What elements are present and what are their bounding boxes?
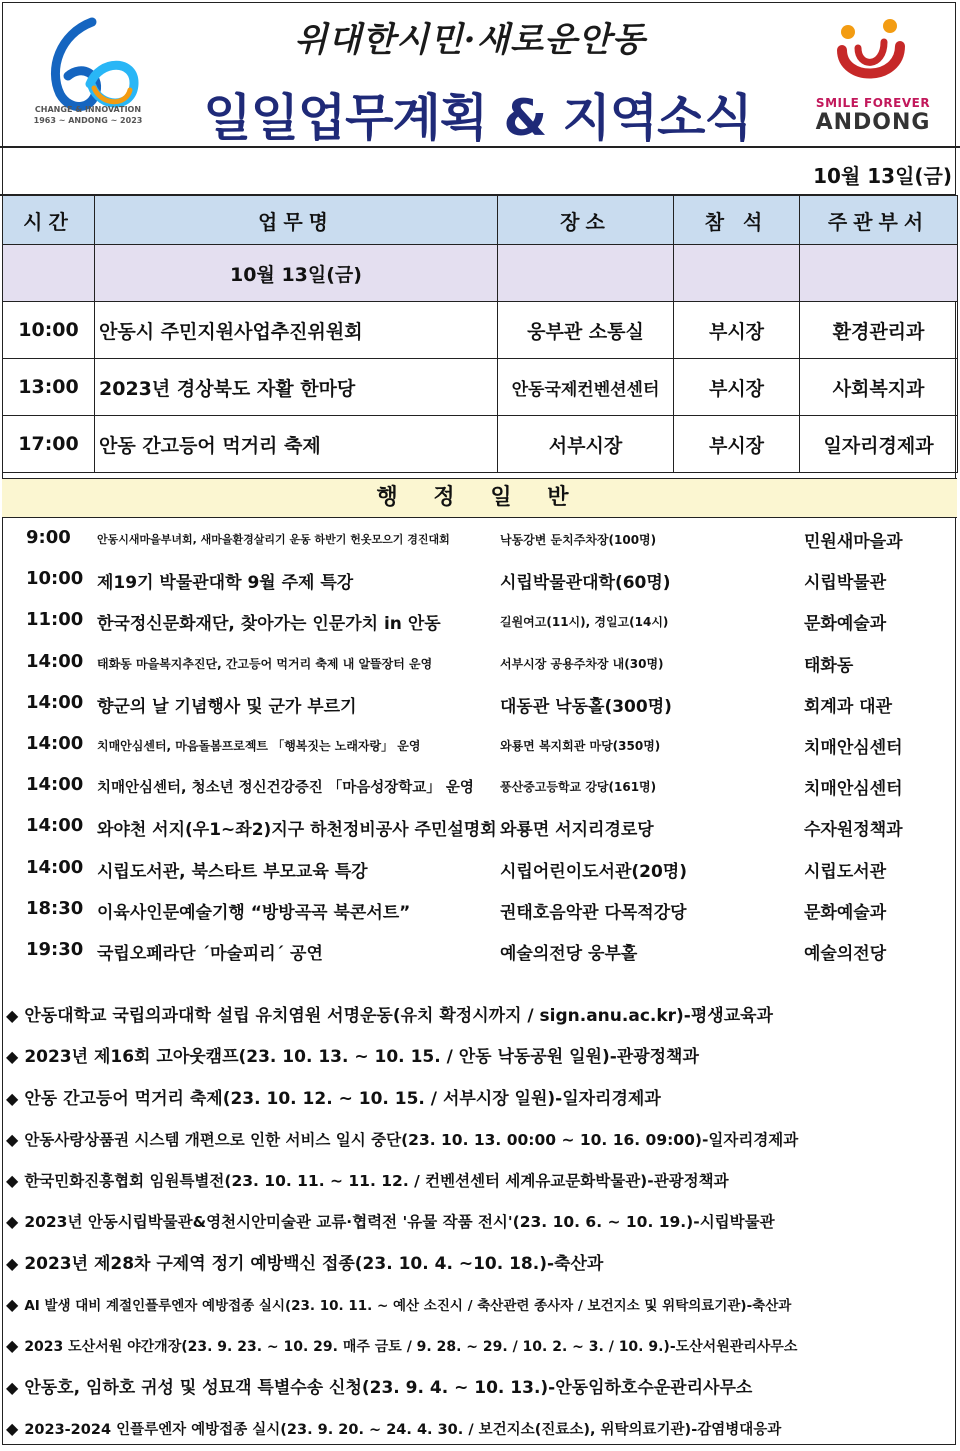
item-task: 제19기 박물관대학 9월 주제 특강 [97, 573, 354, 594]
item-task: 이육사인문예술기행 “방방곡곡 북콘서트” [97, 902, 411, 923]
item-time: 10:00 [26, 568, 84, 590]
item-place: 시립어린이도서관(20명) [500, 861, 687, 882]
city-slogan: 위대한시민·새로운안동 [294, 20, 646, 60]
item-dept: 시립박물관 [804, 573, 887, 594]
notice-item [6, 1367, 956, 1408]
item-time: 11:00 [26, 609, 84, 631]
page-title: 일일업무계획 & 지역소식 [203, 89, 752, 147]
item-time: 14:00 [26, 732, 84, 754]
brand-name: ANDONG [815, 110, 931, 135]
list-item [0, 518, 956, 559]
item-place: 예술의전당 웅부홀 [500, 943, 638, 964]
row-dept: 사회복지과 [800, 359, 958, 416]
row-dept: 일자리경제과 [800, 416, 958, 473]
schedule-date-row [3, 245, 958, 302]
schedule-date: 10월 13일(금) [95, 245, 498, 302]
row-time: 17:00 [3, 416, 95, 473]
item-time: 18:30 [26, 897, 84, 919]
item-place: 와룡면 복지회관 마당(350명) [500, 738, 661, 753]
notice-item [6, 1036, 956, 1077]
notice-text: 2023-2024 인플루엔자 예방접종 실시(23. 9. 20. ~ 24. 4. 30. / 보건지소(진료소), 위탁의료기관)-감염병대응과 [24, 1421, 782, 1438]
notice-text: 안동사랑상품권 시스템 개편으로 인한 서비스 일시 중단(23. 10. 13. 00:00 ~ 10. 16. 09:00)-일자리경제과 [24, 1130, 799, 1149]
notice-text: 안동 간고등어 먹거리 축제(23. 10. 12. ~ 10. 15. / 서부시장 일원)-일자리경제과 [24, 1088, 661, 1109]
list-item [0, 683, 956, 724]
diamond-bullet-icon: ◆ [6, 1088, 19, 1108]
notice-text: 2023년 제16회 고아웃캠프(23. 10. 13. ~ 10. 15. / 안동 낙동공원 일원)-관광정책과 [24, 1047, 699, 1068]
notice-item [6, 1243, 956, 1284]
notice-item [6, 1119, 956, 1160]
notice-text: 2023년 제28차 구제역 정기 예방백신 접종(23. 10. 4. ~10. 18.)-축산과 [24, 1253, 604, 1274]
list-item [0, 559, 956, 600]
row-task: 안동 간고등어 먹거리 축제 [95, 416, 498, 473]
date-row-empty [3, 245, 95, 302]
andong-brand-text [806, 96, 940, 135]
table-row [3, 359, 958, 416]
notice-text: 안동대학교 국립의과대학 설립 유치염원 서명운동(유치 확정시까지 / sign.anu.ac.kr)-평생교육과 [24, 1006, 773, 1026]
item-task: 태화동 마을복지추진단, 간고등어 먹거리 축제 내 알뜰장터 운영 [97, 656, 433, 671]
item-time: 14:00 [26, 815, 84, 837]
diamond-bullet-icon: ◆ [6, 1212, 19, 1232]
report-date: 10월 13일(금) [813, 164, 952, 188]
diamond-bullet-icon: ◆ [6, 1047, 19, 1067]
row-place: 서부시장 [498, 416, 674, 473]
list-item [0, 930, 956, 971]
row-task: 2023년 경상북도 자활 한마당 [95, 359, 498, 416]
item-time: 14:00 [26, 774, 84, 796]
notice-item [6, 1160, 956, 1201]
item-time: 14:00 [26, 691, 84, 713]
row-place: 안동국제컨벤션센터 [498, 359, 674, 416]
item-task: 치매안심센터, 마음돌봄프로젝트 「행복짓는 노래자랑」 운영 [97, 738, 421, 753]
notice-list [6, 995, 956, 1449]
anniversary-logo-caption [18, 104, 158, 126]
schedule-header-row [3, 196, 958, 245]
list-item [0, 848, 956, 889]
item-dept: 민원새마을과 [804, 532, 903, 552]
item-place: 와룡면 서지리경로당 [500, 820, 654, 841]
table-row [3, 302, 958, 359]
item-dept: 치매안심센터 [804, 737, 903, 758]
item-task: 와야천 서지(우1~좌2)지구 하천정비공사 주민설명회 [97, 820, 497, 841]
item-place: 풍산중고등학교 강당(161명) [500, 780, 657, 795]
item-task: 시립도서관, 북스타트 부모교육 특강 [97, 861, 368, 882]
diamond-bullet-icon: ◆ [6, 1336, 19, 1356]
list-item [0, 765, 956, 806]
item-time: 14:00 [26, 856, 84, 878]
list-item [0, 806, 956, 847]
smile-andong-logo-icon [828, 12, 914, 92]
item-dept: 예술의전당 [804, 943, 887, 964]
row-attend: 부시장 [674, 302, 800, 359]
diamond-bullet-icon: ◆ [6, 1006, 19, 1025]
brand-tagline: SMILE FOREVER [815, 96, 931, 110]
item-place: 권태호음악관 다목적강당 [500, 902, 687, 923]
item-dept: 시립도서관 [804, 861, 887, 882]
admin-section-banner: 행 정 일 반 [2, 478, 957, 518]
header-task: 업무명 [95, 196, 498, 245]
item-time: 19:30 [26, 938, 84, 960]
item-time: 14:00 [26, 650, 84, 672]
item-place: 시립박물관대학(60명) [500, 573, 671, 594]
item-task: 안동시새마을부녀회, 새마을환경살리기 운동 하반기 헌옷모으기 경진대회 [97, 533, 450, 546]
notice-text: 2023 도산서원 야간개장(23. 9. 23. ~ 10. 29. 매주 금토 / 9. 28. ~ 29. / 10. 2. ~ 3. / 10. 9.)-도산서원관리사무소 [24, 1339, 798, 1356]
logo-caption-line2: 1963 ~ ANDONG ~ 2023 [33, 116, 143, 125]
item-place: 낙동강변 둔치주차장(100명) [500, 533, 657, 547]
diamond-bullet-icon: ◆ [6, 1253, 19, 1273]
header [0, 0, 960, 148]
list-item [0, 642, 956, 683]
item-task: 국립오페라단 ´마술피리´ 공연 [97, 943, 323, 964]
date-row-empty [498, 245, 674, 302]
date-row-empty [800, 245, 958, 302]
item-dept: 치매안심센터 [804, 779, 903, 800]
date-row [0, 148, 956, 196]
diamond-bullet-icon: ◆ [6, 1418, 19, 1438]
list-item [0, 724, 956, 765]
notice-text: 한국민화진흥협회 임원특별전(23. 10. 11. ~ 11. 12. / 컨벤션센터 세계유교문화박물관)-관광정책과 [24, 1172, 729, 1191]
row-dept: 환경관리과 [800, 302, 958, 359]
list-item [0, 889, 956, 930]
item-time: 9:00 [26, 527, 71, 548]
item-place: 서부시장 공용주차장 내(30명) [500, 656, 664, 671]
notice-item [6, 1078, 956, 1119]
notice-item [6, 1201, 956, 1242]
diamond-bullet-icon: ◆ [6, 1377, 19, 1397]
row-attend: 부시장 [674, 359, 800, 416]
diamond-bullet-icon: ◆ [6, 1129, 19, 1149]
notice-text: 2023년 안동시립박물관&영천시안미술관 교류·협력전 '유물 작품 전시'(23. 10. 6. ~ 10. 19.)-시립박물관 [24, 1213, 775, 1232]
item-dept: 문화예술과 [804, 614, 887, 635]
row-task: 안동시 주민지원사업추진위원회 [95, 302, 498, 359]
item-task: 향군의 날 기념행사 및 군가 부르기 [97, 696, 357, 717]
item-task: 한국정신문화재단, 찾아가는 인문가치 in 안동 [97, 614, 441, 635]
schedule-table [2, 195, 958, 473]
date-row-empty [674, 245, 800, 302]
row-time: 13:00 [3, 359, 95, 416]
row-time: 10:00 [3, 302, 95, 359]
row-place: 웅부관 소통실 [498, 302, 674, 359]
item-dept: 회계과 대관 [804, 696, 893, 717]
notice-item [6, 1325, 956, 1366]
item-place: 길원여고(11시), 경일고(14시) [500, 615, 669, 630]
item-dept: 문화예술과 [804, 902, 887, 923]
table-row [3, 416, 958, 473]
diamond-bullet-icon: ◆ [6, 1295, 19, 1315]
notice-text: 안동호, 임하호 귀성 및 성묘객 특별수송 신청(23. 9. 4. ~ 10. 13.)-안동임하호수운관리사무소 [24, 1377, 753, 1398]
list-item [0, 600, 956, 641]
admin-list [0, 518, 956, 971]
header-attend: 참 석 [674, 196, 800, 245]
notice-text: AI 발생 대비 계절인플루엔자 예방접종 실시(23. 10. 11. ~ 예산 소진시 / 축산관련 종사자 / 보건지소 및 위탁의료기관)-축산과 [24, 1298, 792, 1315]
notice-item [6, 1284, 956, 1325]
diamond-bullet-icon: ◆ [6, 1171, 19, 1191]
item-dept: 수자원정책과 [804, 820, 903, 841]
row-attend: 부시장 [674, 416, 800, 473]
header-dept: 주관부서 [800, 196, 958, 245]
header-place: 장소 [498, 196, 674, 245]
header-time: 시간 [3, 196, 95, 245]
item-task: 치매안심센터, 청소년 정신건강증진 「마음성장학교」 운영 [97, 780, 474, 797]
item-place: 대동관 낙동홀(300명) [500, 696, 672, 717]
notice-item [6, 995, 956, 1036]
notice-item [6, 1408, 956, 1449]
logo-caption-line1: CHANGE & INNOVATION [34, 105, 142, 114]
item-dept: 태화동 [804, 655, 854, 676]
